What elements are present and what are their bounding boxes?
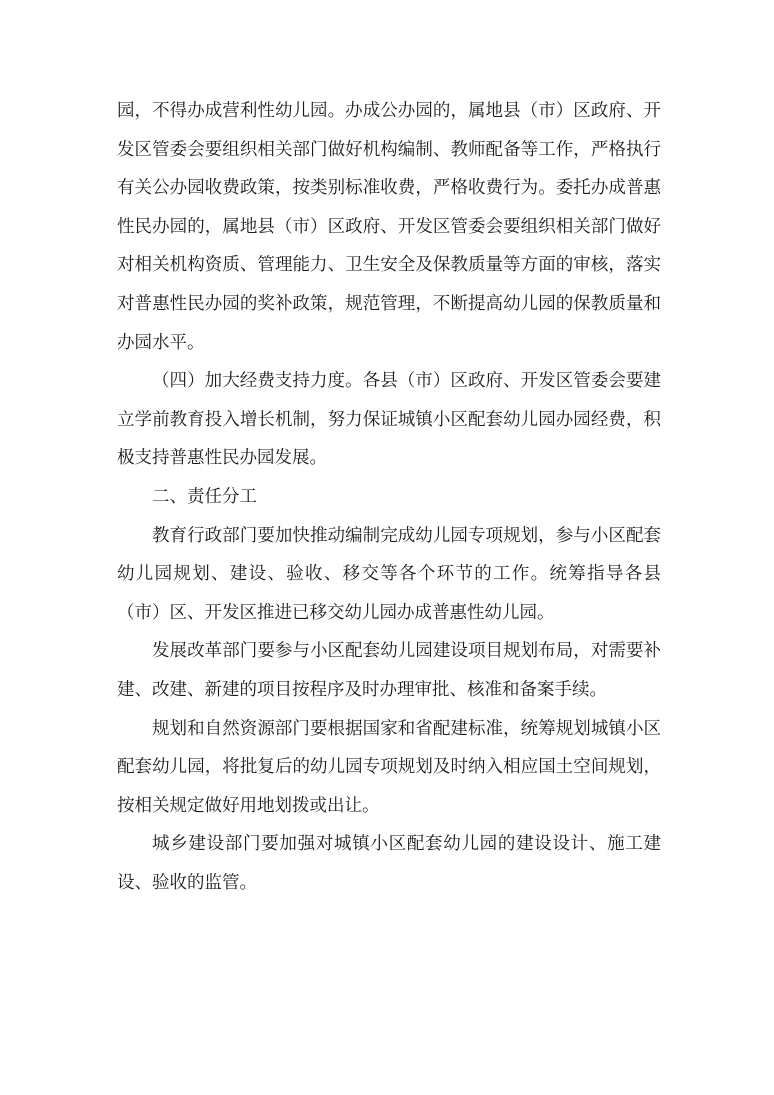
document-body [117,92,661,902]
section-heading-responsibilities: 二、责任分工 [152,486,257,507]
paragraph-education-dept: 教育行政部门要加快推动编制完成幼儿园专项规划，参与小区配套幼儿园规划、建设、验收、移交等各个环节的工作。统筹指导各县（市）区、开发区推进已移交幼儿园办成普惠性幼儿园。 [117,525,661,623]
paragraph-funding-support: （四）加大经费支持力度。各县（市）区政府、开发区管委会要建立学前教育投入增长机制，努力保证城镇小区配套幼儿园办园经费，积极支持普惠性民办园发展。 [117,371,661,469]
paragraph-planning-resources-dept: 规划和自然资源部门要根据国家和省配建标准，统筹规划城镇小区配套幼儿园，将批复后的幼儿园专项规划及时纳入相应国土空间规划，按相关规定做好用地划拨或出让。 [117,718,661,816]
paragraph-urban-rural-construction-dept: 城乡建设部门要加强对城镇小区配套幼儿园的建设设计、施工建设、验收的监管。 [117,834,661,893]
paragraph-development-reform-dept: 发展改革部门要参与小区配套幼儿园建设项目规划布局，对需要补建、改建、新建的项目按程序及时办理审批、核准和备案手续。 [117,641,661,700]
paragraph-continuation: 园，不得办成营利性幼儿园。办成公办园的，属地县（市）区政府、开发区管委会要组织相关部门做好机构编制、教师配备等工作，严格执行有关公办园收费政策，按类别标准收费，严格收费行为。委托办成普惠性民办园的，属地县（市）区政府、开发区管委会要组织相关部门做好对相关机构资质、管理能力、卫生安全及保教质量等方面的审核，落实对普惠性民办园的奖补政策，规范管理，不断提高幼儿园的保教质量和办园水平。 [117,101,661,353]
